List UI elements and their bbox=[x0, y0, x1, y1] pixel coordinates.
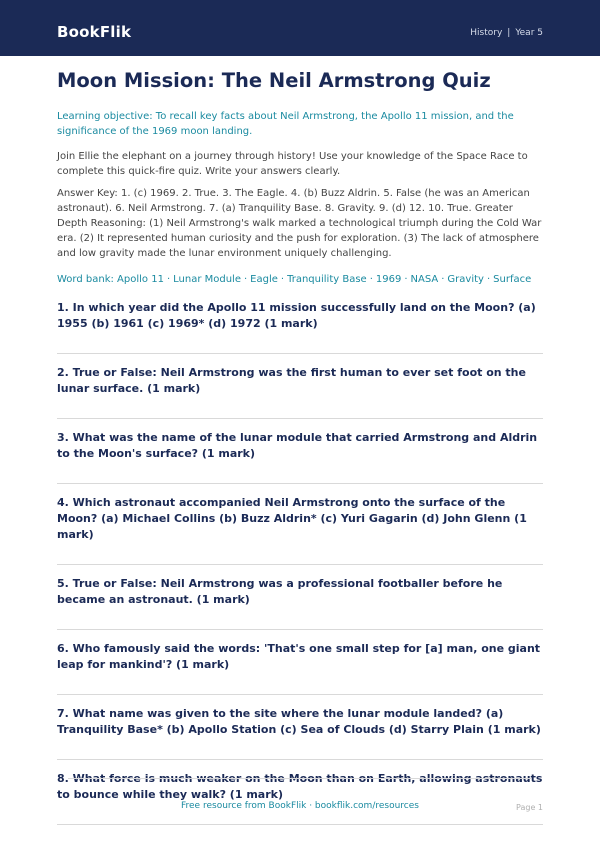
question-text: 7. What name was given to the site where the lunar module landed? (a) Tranquility Base* (b) Apollo Station (c) Sea of Clouds (d) Starry Plain (1 mark) bbox=[57, 707, 541, 736]
breadcrumb-subject: History bbox=[470, 28, 503, 38]
answer-line[interactable] bbox=[57, 673, 543, 695]
answer-line[interactable] bbox=[57, 462, 543, 484]
page-title: Moon Mission: The Neil Armstrong Quiz bbox=[57, 69, 491, 92]
word-bank-word: Apollo 11 bbox=[117, 274, 164, 285]
question-item bbox=[57, 641, 543, 695]
word-bank-separator: · bbox=[166, 274, 171, 285]
question-text: 2. True or False: Neil Armstrong was the first human to ever set foot on the lunar surface. (1 mark) bbox=[57, 366, 526, 395]
question-text: 1. In which year did the Apollo 11 mission successfully land on the Moon? (a) 1955 (b) 1961 (c) 1969* (d) 1972 (1 mark) bbox=[57, 301, 536, 330]
word-bank-word: NASA bbox=[410, 274, 439, 285]
word-bank-word: Surface bbox=[493, 274, 532, 285]
breadcrumb-separator: | bbox=[507, 28, 511, 38]
answer-line[interactable] bbox=[57, 397, 543, 419]
footer-divider bbox=[68, 778, 531, 779]
question-item bbox=[57, 365, 543, 419]
word-bank-separator: · bbox=[441, 274, 445, 285]
brand-logo[interactable]: BookFlik bbox=[57, 23, 132, 41]
question-text: 4. Which astronaut accompanied Neil Armstrong onto the surface of the Moon? (a) Michael Collins (b) Buzz Aldrin* (c) Yuri Gagarin (d) John Glenn (1 mark) bbox=[57, 496, 527, 541]
word-bank-word: Lunar Module bbox=[173, 274, 241, 285]
breadcrumb bbox=[470, 28, 543, 38]
word-bank-separator: · bbox=[369, 274, 373, 285]
answer-line[interactable] bbox=[57, 608, 543, 630]
header-bar bbox=[0, 0, 600, 56]
breadcrumb-year: Year 5 bbox=[515, 28, 543, 38]
question-item bbox=[57, 771, 543, 825]
question-text: 5. True or False: Neil Armstrong was a professional footballer before he became an astronaut. (1 mark) bbox=[57, 577, 503, 606]
question-text: 6. Who famously said the words: 'That's one small step for [a] man, one giant leap for mankind'? (1 mark) bbox=[57, 642, 541, 671]
page-number: Page 1 bbox=[516, 803, 543, 812]
question-item bbox=[57, 300, 543, 354]
question-item bbox=[57, 576, 543, 630]
word-bank-word: Gravity bbox=[447, 274, 484, 285]
word-bank-word: 1969 bbox=[375, 274, 402, 285]
word-bank-word: Eagle bbox=[250, 274, 278, 285]
answer-key: Answer Key: 1. (c) 1969. 2. True. 3. The Eagle. 4. (b) Buzz Aldrin. 5. False (he was an American astronaut). 6. Neil Armstrong. 7. (a) Tranquility Base. 8. Gravity. 9. (d) 12. 10. True. Greater Depth Reasoning: (1) Neil Armstrong's walk marked a technological triumph during the Cold War era. (2) It represented human curiosity and the push for exploration. (3) The lack of atmosphere and low gravity made the lunar environment uniquely challenging. bbox=[57, 188, 542, 259]
word-bank-words bbox=[117, 274, 531, 285]
footer-link[interactable]: Free resource from BookFlik · bookflik.com/resources bbox=[181, 801, 419, 811]
word-bank bbox=[57, 272, 543, 287]
word-bank-label: Word bank: bbox=[57, 274, 114, 285]
worksheet-body bbox=[57, 62, 543, 836]
question-list bbox=[57, 300, 543, 825]
word-bank-word: Tranquility Base bbox=[287, 274, 367, 285]
question-text: 3. What was the name of the lunar module that carried Armstrong and Aldrin to the Moon's surface? (1 mark) bbox=[57, 431, 538, 460]
learning-objective: Learning objective: To recall key facts about Neil Armstrong, the Apollo 11 mission, and the significance of the 1969 moon landing. bbox=[57, 111, 514, 137]
word-bank-separator: · bbox=[243, 274, 248, 285]
intro-text: Join Ellie the elephant on a journey through history! Use your knowledge of the Space Race to complete this quick-fire quiz. Write your answers clearly. bbox=[57, 151, 528, 177]
question-item bbox=[57, 495, 543, 565]
answer-line[interactable] bbox=[57, 332, 543, 354]
answer-line[interactable] bbox=[57, 543, 543, 565]
answer-line[interactable] bbox=[57, 738, 543, 760]
question-item bbox=[57, 706, 543, 760]
question-text: 8. What force is much weaker on the Moon than on Earth, allowing astronauts to bounce while they walk? (1 mark) bbox=[57, 772, 543, 801]
word-bank-separator: · bbox=[486, 274, 491, 285]
word-bank-separator: · bbox=[404, 274, 408, 285]
question-item bbox=[57, 430, 543, 484]
word-bank-separator: · bbox=[280, 274, 285, 285]
